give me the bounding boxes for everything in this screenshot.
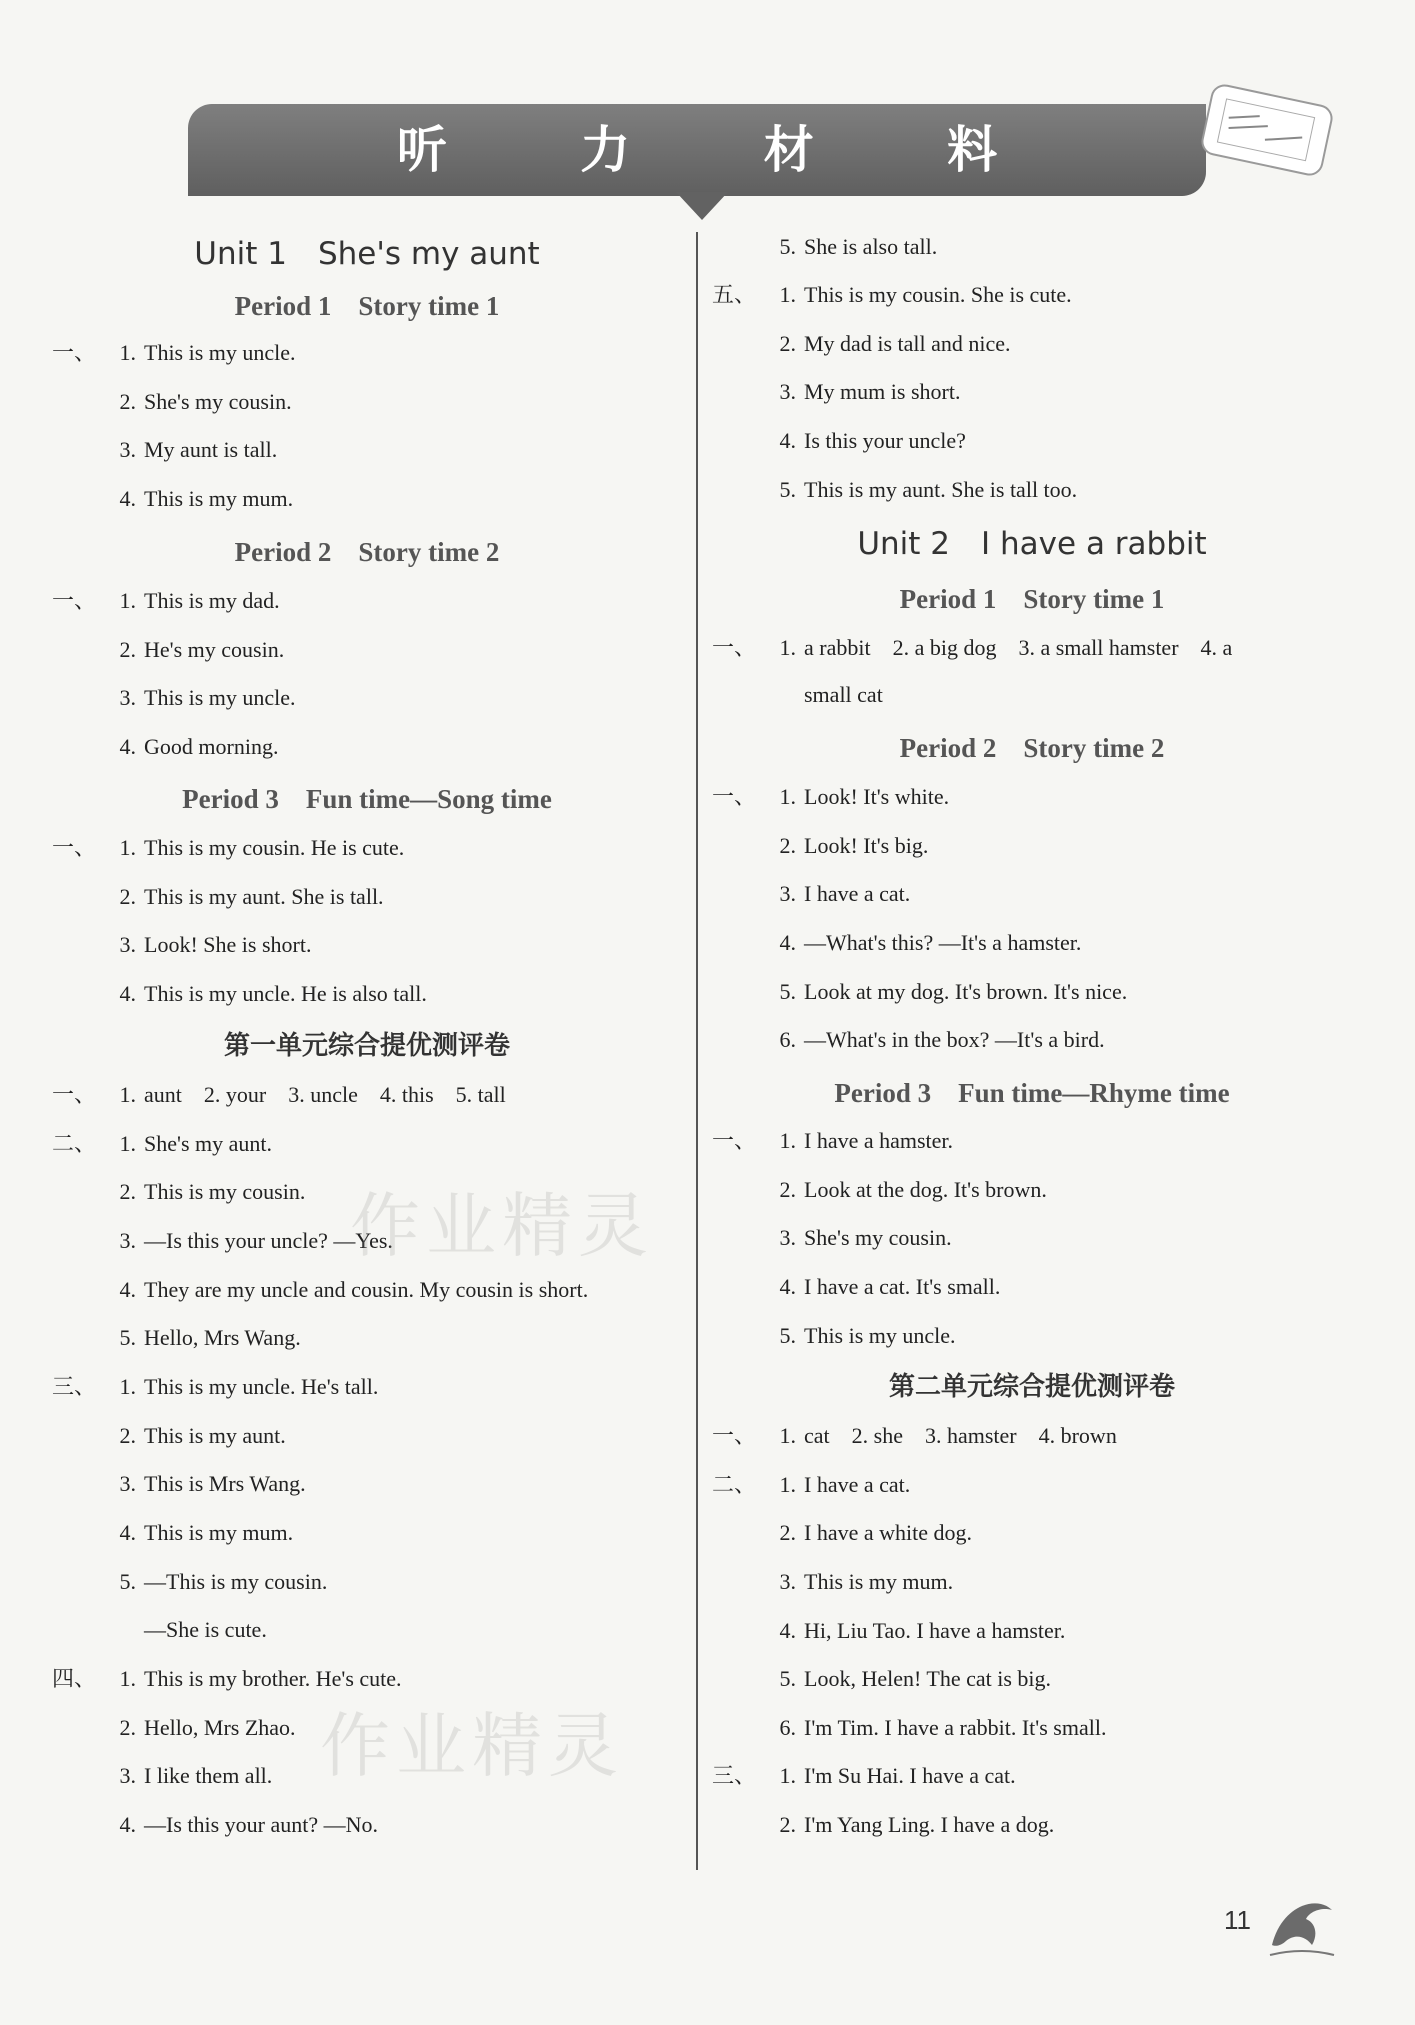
- sentence-text: I have a hamster.: [804, 1128, 954, 1153]
- sentence-text: She's my cousin.: [144, 389, 292, 414]
- sentence-text: This is my cousin.: [144, 1179, 306, 1204]
- item-number: 4.: [119, 981, 136, 1006]
- item-number: 4.: [119, 734, 136, 759]
- item-number: 5.: [779, 1666, 796, 1691]
- section-marker: 五、: [712, 282, 757, 307]
- page-number: 11: [1224, 1905, 1251, 1935]
- sentence-text: This is my uncle.: [804, 1323, 956, 1348]
- sentence-text: —Is this your aunt? —No.: [144, 1812, 379, 1837]
- sentence-text: a rabbit 2. a big dog 3. a small hamster 4. a: [804, 635, 1233, 660]
- sentence-text: —Is this your uncle? —Yes.: [144, 1228, 393, 1253]
- sentence-text: Is this your uncle?: [804, 428, 966, 453]
- item-number: 2.: [779, 331, 796, 356]
- item-number: 5.: [119, 1325, 136, 1350]
- item-number: 6.: [779, 1027, 796, 1052]
- sentence-text: She is also tall.: [804, 234, 938, 259]
- header-banner: [188, 104, 1206, 196]
- sentence-text: Hello, Mrs Wang.: [144, 1325, 301, 1350]
- item-number: 1.: [779, 635, 796, 660]
- period-heading: Period 3 Fun time—Rhyme time: [834, 1078, 1230, 1108]
- sentence-text: They are my uncle and cousin. My cousin is short.: [144, 1277, 589, 1302]
- sentence-text: Look! She is short.: [144, 932, 312, 957]
- section-marker: 一、: [52, 1082, 97, 1107]
- sentence-text: —What's in the box? —It's a bird.: [804, 1027, 1105, 1052]
- item-number: 1.: [119, 835, 136, 860]
- section-marker: 四、: [52, 1666, 97, 1691]
- item-number: 6.: [779, 1715, 796, 1740]
- sentence-text: Look! It's white.: [804, 784, 950, 809]
- item-number: 2.: [119, 637, 136, 662]
- item-number: 2.: [119, 1715, 136, 1740]
- sentence-text: This is my uncle. He is also tall.: [144, 981, 427, 1006]
- item-number: 1.: [779, 1472, 796, 1497]
- item-number: 2.: [119, 389, 136, 414]
- sentence-text: Good morning.: [144, 734, 279, 759]
- section-marker: 二、: [52, 1131, 97, 1156]
- review-heading: 第一单元综合提优测评卷: [223, 1031, 510, 1061]
- item-number: 3.: [779, 1569, 796, 1594]
- period-heading: Period 2 Story time 2: [899, 733, 1165, 763]
- sentence-text: I'm Tim. I have a rabbit. It's small.: [804, 1715, 1107, 1740]
- item-number: 2.: [119, 1179, 136, 1204]
- sentence-text: This is my aunt.: [144, 1423, 286, 1448]
- period-heading: Period 1 Story time 1: [234, 291, 500, 321]
- item-number: 3.: [119, 1228, 136, 1253]
- item-number: 3.: [779, 1225, 796, 1250]
- sentence-text: I'm Yang Ling. I have a dog.: [804, 1812, 1055, 1837]
- sentence-text: This is my mum.: [804, 1569, 954, 1594]
- section-marker: 一、: [712, 784, 757, 809]
- item-number: 5.: [779, 1323, 796, 1348]
- column-divider: [696, 232, 698, 1870]
- period-heading: Period 1 Story time 1: [899, 584, 1165, 614]
- sentence-text: This is my cousin. He is cute.: [144, 835, 405, 860]
- item-number: 4.: [779, 1618, 796, 1643]
- item-number: 1.: [779, 282, 796, 307]
- item-number: 5.: [779, 477, 796, 502]
- item-number: 3.: [119, 932, 136, 957]
- item-number: 4.: [779, 1274, 796, 1299]
- sentence-text: This is my cousin. She is cute.: [804, 282, 1072, 307]
- item-number: 4.: [119, 1520, 136, 1545]
- section-marker: 一、: [52, 835, 97, 860]
- section-marker: 一、: [712, 1128, 757, 1153]
- item-number: 3.: [119, 685, 136, 710]
- item-number: 2.: [779, 1520, 796, 1545]
- item-number: 3.: [119, 437, 136, 462]
- item-number: 1.: [119, 1131, 136, 1156]
- sentence-text: —This is my cousin.: [144, 1569, 328, 1594]
- item-number: 1.: [779, 1423, 796, 1448]
- sentence-text: I have a cat.: [804, 881, 911, 906]
- sentence-text: My aunt is tall.: [144, 437, 278, 462]
- item-number: 2.: [779, 1812, 796, 1837]
- sentence-text: My dad is tall and nice.: [804, 331, 1011, 356]
- sentence-text: My mum is short.: [804, 379, 961, 404]
- sentence-text: —She is cute.: [144, 1617, 267, 1642]
- sentence-text: cat 2. she 3. hamster 4. brown: [804, 1423, 1117, 1448]
- period-heading: Period 2 Story time 2: [234, 537, 500, 567]
- sentence-text: aunt 2. your 3. uncle 4. this 5. tall: [144, 1082, 506, 1107]
- sentence-text: small cat: [804, 682, 883, 707]
- sentence-text: —What's this? —It's a hamster.: [804, 930, 1082, 955]
- item-number: 4.: [779, 428, 796, 453]
- item-number: 1.: [119, 588, 136, 613]
- sentence-text: Look at the dog. It's brown.: [804, 1177, 1047, 1202]
- review-heading: 第二单元综合提优测评卷: [888, 1372, 1175, 1402]
- sentence-text: Look at my dog. It's brown. It's nice.: [804, 979, 1128, 1004]
- item-number: 5.: [779, 234, 796, 259]
- sentence-text: I have a cat. It's small.: [804, 1274, 1001, 1299]
- unit-heading: Unit 1 She's my aunt: [194, 236, 540, 272]
- watermark: 作业精灵: [350, 1185, 654, 1267]
- sentence-text: This is my aunt. She is tall too.: [804, 477, 1078, 502]
- sentence-text: I have a white dog.: [804, 1520, 972, 1545]
- section-marker: 一、: [52, 588, 97, 613]
- sentence-text: This is my aunt. She is tall.: [144, 884, 384, 909]
- section-marker: 一、: [712, 635, 757, 660]
- item-number: 4.: [119, 1277, 136, 1302]
- sentence-text: I have a cat.: [804, 1472, 911, 1497]
- sentence-text: This is my mum.: [144, 1520, 294, 1545]
- item-number: 1.: [779, 1128, 796, 1153]
- page-title: 听 力 材 料: [396, 121, 1056, 179]
- unit-heading: Unit 2 I have a rabbit: [857, 526, 1207, 562]
- item-number: 5.: [119, 1569, 136, 1594]
- section-marker: 三、: [712, 1763, 757, 1788]
- sentence-text: This is my brother. He's cute.: [144, 1666, 402, 1691]
- section-marker: 一、: [52, 340, 97, 365]
- watermark: 作业精灵: [320, 1705, 624, 1787]
- item-number: 3.: [119, 1763, 136, 1788]
- item-number: 2.: [119, 884, 136, 909]
- sentence-text: This is my uncle.: [144, 685, 296, 710]
- sentence-text: This is my uncle.: [144, 340, 296, 365]
- sentence-text: This is my uncle. He's tall.: [144, 1374, 379, 1399]
- sentence-text: He's my cousin.: [144, 637, 285, 662]
- item-number: 2.: [779, 1177, 796, 1202]
- item-number: 4.: [779, 930, 796, 955]
- section-marker: 一、: [712, 1423, 757, 1448]
- item-number: 3.: [779, 881, 796, 906]
- section-marker: 二、: [712, 1472, 757, 1497]
- sentence-text: This is my dad.: [144, 588, 280, 613]
- period-heading: Period 3 Fun time—Song time: [182, 784, 552, 814]
- sentence-text: She's my aunt.: [144, 1131, 273, 1156]
- item-number: 1.: [119, 1666, 136, 1691]
- item-number: 3.: [779, 379, 796, 404]
- item-number: 1.: [779, 1763, 796, 1788]
- item-number: 1.: [119, 1082, 136, 1107]
- dolphin-icon: [1262, 1885, 1342, 1965]
- banner-pointer: [676, 192, 728, 220]
- item-number: 1.: [779, 784, 796, 809]
- sentence-text: She's my cousin.: [804, 1225, 952, 1250]
- item-number: 1.: [119, 1374, 136, 1399]
- item-number: 2.: [779, 833, 796, 858]
- sentence-text: I like them all.: [144, 1763, 273, 1788]
- sentence-text: This is my mum.: [144, 486, 294, 511]
- sentence-text: Hello, Mrs Zhao.: [144, 1715, 296, 1740]
- sentence-text: This is Mrs Wang.: [144, 1471, 306, 1496]
- sentence-text: Hi, Liu Tao. I have a hamster.: [804, 1618, 1066, 1643]
- item-number: 4.: [119, 1812, 136, 1837]
- item-number: 4.: [119, 486, 136, 511]
- item-number: 2.: [119, 1423, 136, 1448]
- sentence-text: Look! It's big.: [804, 833, 929, 858]
- sentence-text: I'm Su Hai. I have a cat.: [804, 1763, 1016, 1788]
- section-marker: 三、: [52, 1374, 97, 1399]
- item-number: 5.: [779, 979, 796, 1004]
- book-logo-icon: [1199, 82, 1335, 178]
- item-number: 3.: [119, 1471, 136, 1496]
- sentence-text: Look, Helen! The cat is big.: [804, 1666, 1052, 1691]
- item-number: 1.: [119, 340, 136, 365]
